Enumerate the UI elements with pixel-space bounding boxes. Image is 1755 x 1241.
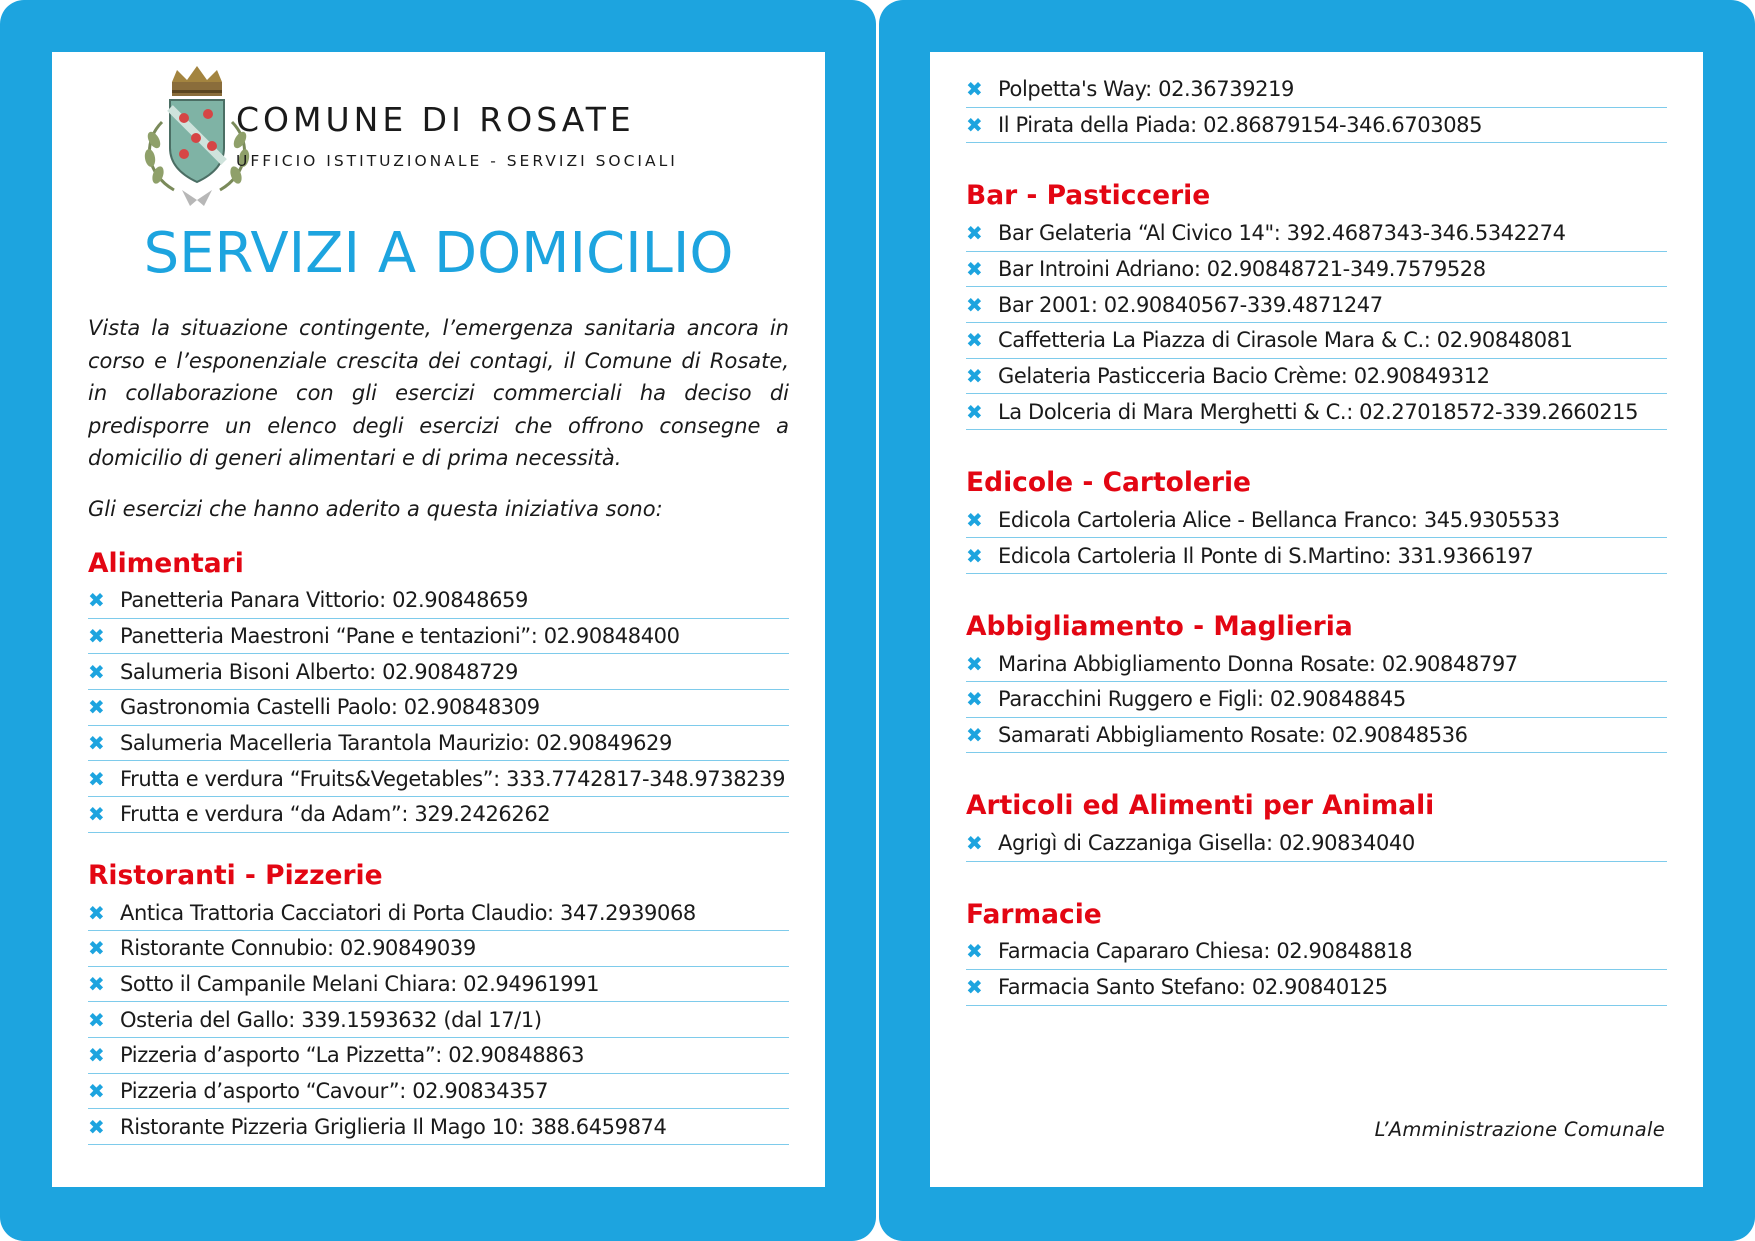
category-section (88, 859, 789, 1145)
list-item-text: Sotto il Campanile Melani Chiara: 02.94961991 (120, 972, 600, 997)
cross-x-icon: ✖ (88, 936, 105, 961)
right-page-frame (879, 0, 1755, 1241)
list-item (88, 1074, 789, 1110)
list-item-text: Osteria del Gallo: 339.1593632 (dal 17/1) (120, 1007, 542, 1032)
list-item (966, 216, 1667, 252)
list-item-text: Bar Introini Adriano: 02.90848721-349.7579528 (998, 256, 1486, 281)
list-item-text: Il Pirata della Piada: 02.86879154-346.6703085 (998, 113, 1483, 138)
list-item-text: Agrigì di Cazzaniga Gisella: 02.90834040 (998, 831, 1415, 856)
list-item-text: Pizzeria d’asporto “La Pizzetta”: 02.90848863 (120, 1043, 585, 1068)
list-item-text: Gelateria Pasticceria Bacio Crème: 02.90849312 (998, 363, 1490, 388)
cross-x-icon: ✖ (88, 1043, 105, 1068)
cross-x-icon: ✖ (88, 900, 105, 925)
list-item (88, 967, 789, 1003)
list-item-text: Pizzeria d’asporto “Cavour”: 02.90834357 (120, 1079, 549, 1104)
list-item-text: Edicola Cartoleria Alice - Bellanca Franco: 345.9305533 (998, 507, 1560, 532)
signature: L’Amministrazione Comunale (1374, 1118, 1665, 1141)
left-listing (88, 547, 789, 1146)
category-heading: Alimentari (88, 547, 244, 579)
list-item-text: Caffetteria La Piazza di Cirasole Mara & C.: 02.90848081 (998, 328, 1573, 353)
list-item (88, 619, 789, 655)
cross-x-icon: ✖ (88, 766, 105, 791)
cross-x-icon: ✖ (966, 256, 983, 281)
list-item-text: Salumeria Bisoni Alberto: 02.90848729 (120, 659, 518, 684)
list-item-text: Bar 2001: 02.90840567-339.4871247 (998, 292, 1383, 317)
list-item (966, 934, 1667, 970)
list-item-text: Farmacia Santo Stefano: 02.90840125 (998, 975, 1388, 1000)
cross-x-icon: ✖ (88, 695, 105, 720)
category-heading: Farmacie (966, 898, 1102, 930)
left-page-frame (0, 0, 876, 1241)
left-page (52, 52, 825, 1187)
list-item (966, 287, 1667, 323)
list-item (88, 761, 789, 797)
list-item (966, 682, 1667, 718)
list-item (966, 538, 1667, 574)
list-item-text: Samarati Abbigliamento Rosate: 02.90848536 (998, 723, 1468, 748)
list-item (88, 726, 789, 762)
cross-x-icon: ✖ (88, 659, 105, 684)
list-item (966, 108, 1667, 144)
list-item-text: Ristorante Pizzeria Griglieria Il Mago 10: 388.6459874 (120, 1114, 667, 1139)
category-section (966, 467, 1667, 574)
category-section (966, 790, 1667, 861)
cross-x-icon: ✖ (88, 1114, 105, 1139)
right-listing (966, 72, 1667, 1006)
org-name: COMUNE DI ROSATE (236, 100, 635, 139)
list-item-text: Salumeria Macelleria Tarantola Maurizio: 02.90849629 (120, 731, 672, 756)
list-item-text: Panetteria Panara Vittorio: 02.90848659 (120, 588, 528, 613)
right-page (930, 52, 1703, 1187)
lead-text: Gli esercizi che hanno aderito a questa iniziativa sono: (88, 496, 663, 521)
cross-x-icon: ✖ (966, 543, 983, 568)
list-item-text: Farmacia Capararo Chiesa: 02.90848818 (998, 939, 1413, 964)
cross-x-icon: ✖ (966, 221, 983, 246)
list-item (966, 394, 1667, 430)
list-item-text: Panetteria Maestroni “Pane e tentazioni”: 02.90848400 (120, 624, 680, 649)
category-heading: Edicole - Cartolerie (966, 467, 1252, 498)
cross-x-icon: ✖ (88, 1007, 105, 1032)
list-item (966, 970, 1667, 1006)
cross-x-icon: ✖ (966, 363, 983, 388)
list-item-text: Ristorante Connubio: 02.90849039 (120, 936, 476, 961)
list-item (88, 583, 789, 619)
list-item (966, 646, 1667, 682)
list-item (966, 503, 1667, 539)
list-item-text: Edicola Cartoleria Il Ponte di S.Martino: 331.9366197 (998, 543, 1534, 568)
list-item (966, 72, 1667, 108)
list-item-text: Paracchini Ruggero e Figli: 02.90848845 (998, 687, 1406, 712)
list-item-text: La Dolceria di Mara Merghetti & C.: 02.27018572-339.2660215 (998, 399, 1639, 424)
page-title: SERVIZI A DOMICILIO (143, 221, 734, 286)
cross-x-icon: ✖ (966, 651, 983, 676)
category-section (88, 547, 789, 833)
category-heading: Articoli ed Alimenti per Animali (966, 790, 1435, 822)
list-item (88, 1109, 789, 1145)
cross-x-icon: ✖ (88, 1079, 105, 1104)
cross-x-icon: ✖ (88, 972, 105, 997)
list-item-text: Antica Trattoria Cacciatori di Porta Claudio: 347.2939068 (120, 900, 696, 925)
cross-x-icon: ✖ (88, 731, 105, 756)
list-item (966, 718, 1667, 754)
category-section (966, 180, 1667, 430)
category-section (966, 898, 1667, 1006)
list-item (966, 359, 1667, 395)
org-subtitle: UFFICIO ISTITUZIONALE - SERVIZI SOCIALI (236, 152, 678, 170)
category-heading: Ristoranti - Pizzerie (88, 859, 383, 891)
cross-x-icon: ✖ (966, 77, 983, 102)
cross-x-icon: ✖ (966, 292, 983, 317)
list-item (88, 931, 789, 967)
list-item-text: Polpetta's Way: 02.36739219 (998, 77, 1294, 102)
cross-x-icon: ✖ (966, 831, 983, 856)
category-heading: Abbigliamento - Maglieria (966, 610, 1353, 642)
cross-x-icon: ✖ (88, 588, 105, 613)
list-item (88, 1038, 789, 1074)
list-item-text: Gastronomia Castelli Paolo: 02.90848309 (120, 695, 540, 720)
list-item-text: Marina Abbigliamento Donna Rosate: 02.90848797 (998, 651, 1518, 676)
cross-x-icon: ✖ (88, 802, 105, 827)
category-section-continued (966, 72, 1667, 143)
cross-x-icon: ✖ (966, 723, 983, 748)
cross-x-icon: ✖ (966, 939, 983, 964)
list-item-text: Frutta e verdura “Fruits&Vegetables”: 333.7742817-348.9738239 (120, 766, 786, 791)
cross-x-icon: ✖ (966, 507, 983, 532)
cross-x-icon: ✖ (966, 687, 983, 712)
category-heading: Bar - Pasticcerie (966, 180, 1211, 212)
list-item (88, 654, 789, 690)
list-item (966, 323, 1667, 359)
category-section (966, 610, 1667, 754)
intro-paragraph: Vista la situazione contingente, l’emergenza sanitaria ancora in corso e l’esponenziale crescita dei contagi, il Comune di Rosate, in collaborazione con gli esercizi commerciali ha deciso di predisporre un elenco degli esercizi che offrono consegne a domicilio di generi alimentari e di prima necessità. (88, 316, 789, 470)
cross-x-icon: ✖ (88, 624, 105, 649)
list-item (88, 797, 789, 833)
cross-x-icon: ✖ (966, 113, 983, 138)
list-item (966, 252, 1667, 288)
cross-x-icon: ✖ (966, 399, 983, 424)
list-item-text: Bar Gelateria “Al Civico 14": 392.4687343-346.5342274 (998, 221, 1566, 246)
list-item-text: Frutta e verdura “da Adam”: 329.2426262 (120, 802, 551, 827)
list-item (88, 1002, 789, 1038)
list-item (966, 826, 1667, 862)
letterhead (88, 52, 789, 210)
list-item (88, 895, 789, 931)
cross-x-icon: ✖ (966, 975, 983, 1000)
cross-x-icon: ✖ (966, 328, 983, 353)
list-item (88, 690, 789, 726)
